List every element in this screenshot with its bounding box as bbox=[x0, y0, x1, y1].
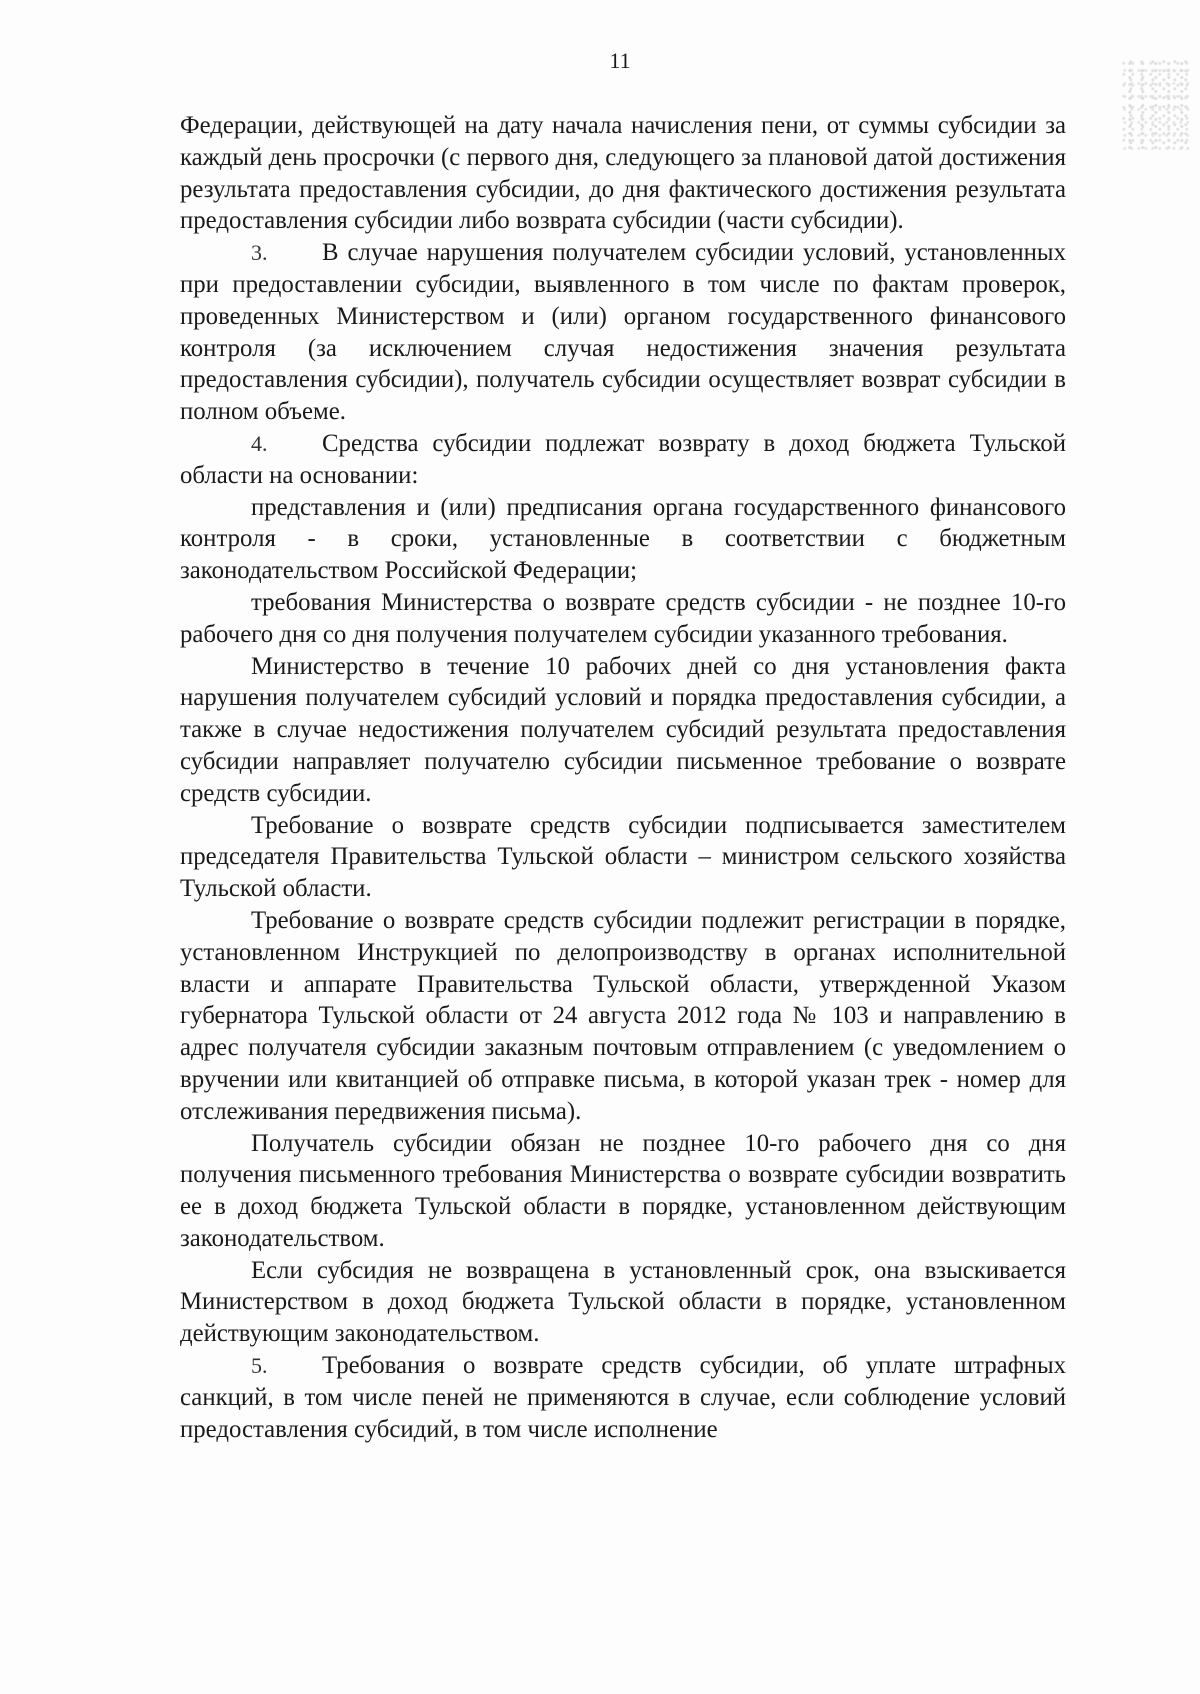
paragraph-item-5: 5. Требования о возврате средств субсидии, об уплате штрафных санкций, в том числе пеней не применяются в случае, если соблюдение условий предоставления субсидий, в том числе исполнение bbox=[180, 1352, 1066, 1443]
paragraph-ministry-requirement: требования Министерства о возврате средств субсидии - не позднее 10-го рабочего дня со дня получения получателем субсидии указанного требования. bbox=[180, 588, 1066, 648]
page-number: 11 bbox=[609, 48, 631, 73]
item-number: 3. bbox=[251, 240, 268, 266]
paragraph-item-4: 4. Средства субсидии подлежат возврату в доход бюджета Тульской области на основании: bbox=[180, 429, 1066, 489]
item-number: 4. bbox=[251, 430, 268, 456]
paragraph-representation: представления и (или) предписания органа государственного финансового контроля - в сроки, установленные в соответствии с бюджетным законодательством Российской Федерации; bbox=[180, 493, 1066, 585]
paragraph-signature: Требование о возврате средств субсидии подписывается заместителем председателя Правительства Тульской области – министром сельского хозяйства Тульской области. bbox=[180, 811, 1066, 903]
document-body bbox=[180, 110, 1066, 1445]
paragraph-ministry-deadline: Министерство в течение 10 рабочих дней со дня установления факта нарушения получателем субсидий условий и порядка предоставления субсидии, а также в случае недостижения получателем субсидий результата предоставления субсидии направляет получателю субсидии письменное требование о возврате средств субсидии. bbox=[180, 652, 1066, 807]
paragraph-recipient-obligation: Получатель субсидии обязан не позднее 10-го рабочего дня со дня получения письменного требования Министерства о возврате субсидии возвратить ее в доход бюджета Тульской области в порядке, установленном действующим законодательством. bbox=[180, 1129, 1066, 1252]
paragraph-recovery: Если субсидия не возвращена в установленный срок, она взыскивается Министерством в доход бюджета Тульской области в порядке, установленном действующим законодательством. bbox=[180, 1256, 1066, 1348]
paragraph-registration: Требование о возврате средств субсидии подлежит регистрации в порядке, установленном Инструкцией по делопроизводству в органах исполнительной власти и аппарате Правительства Тульской области, утвержденной Указом губернатора Тульской области от 24 августа 2012 года № 103 и направлению в адрес получателя субсидии заказным почтовым отправлением (с уведомлением о вручении или квитанцией об отправке письма, в которой указан трек - номер для отслеживания передвижения письма). bbox=[180, 906, 1066, 1125]
paragraph-continuation: Федерации, действующей на дату начала начисления пени, от суммы субсидии за каждый день просрочки (с первого дня, следующего за плановой датой достижения результата предоставления субсидии, до дня фактического достижения результата предоставления субсидии либо возврата субсидии (части субсидии). bbox=[180, 112, 1066, 235]
item-number: 5. bbox=[251, 1353, 268, 1379]
paragraph-item-3: 3. В случае нарушения получателем субсидии условий, установленных при предоставлении субсидии, выявленного в том числе по фактам проверок, проведенных Министерством и (или) органом государственного финансового контроля (за исключением случая недостижения значения результата предоставления субсидии), получатель субсидии осуществляет возврат субсидии в полном объеме. bbox=[180, 239, 1066, 426]
